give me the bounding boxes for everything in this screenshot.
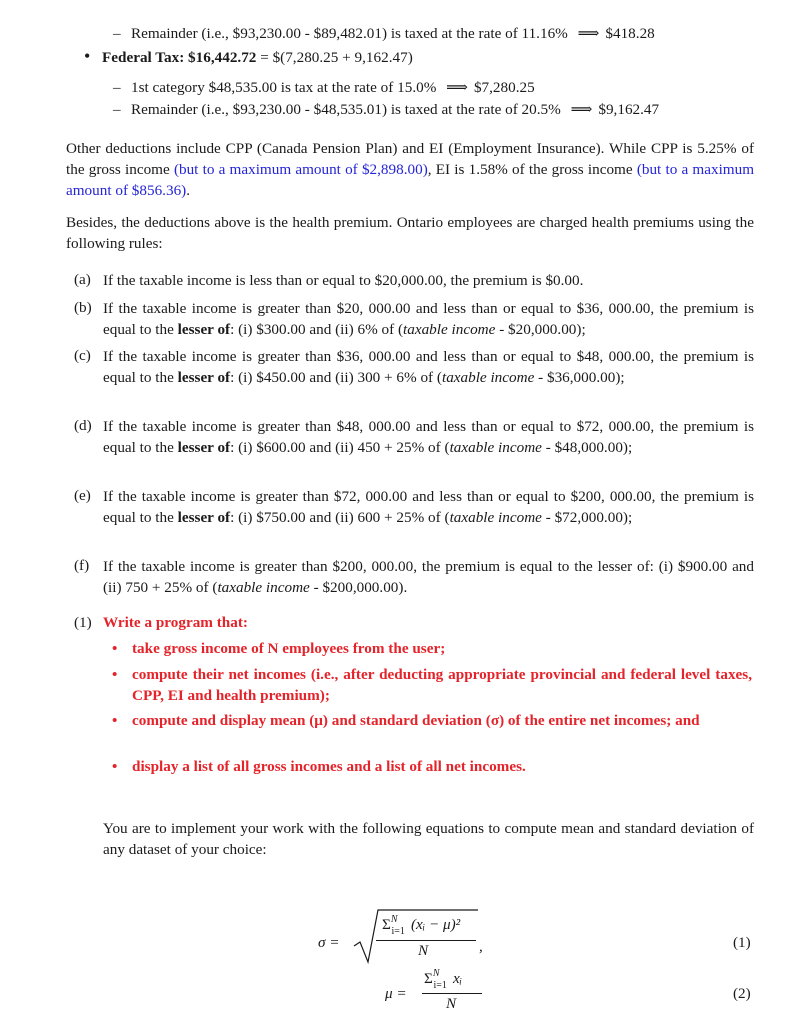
rule-c: If the taxable income is greater than $36, 000.00 and less than or equal to $48, 000.00, the premium is equal to the lesser of: (i) $450.00 and (ii) 300 + 6% of (taxable income - $36,000.00); — [103, 348, 754, 386]
federal-tax-line: • Federal Tax: $16,442.72 = $(7,280.25 + 9,162.47) — [84, 46, 413, 66]
task-label: (1) — [74, 614, 92, 631]
task-bullet: • compute and display mean (μ) and standard deviation (σ) of the entire net incomes; and — [112, 712, 700, 729]
rule-b: If the taxable income is greater than $20, 000.00 and less than or equal to $36, 000.00, the premium is equal to the lesser of: (i) $300.00 and (ii) 6% of (taxable income - $20,000.00); — [103, 300, 754, 338]
task-bullet: • compute their net incomes (i.e., after deducting appropriate provincial and federal level taxes, CPP, EI and health premium); — [112, 666, 752, 704]
sqrt-symbol — [352, 906, 482, 964]
rule-e: If the taxable income is greater than $72, 000.00 and less than or equal to $200, 000.00, the premium is equal to the lesser of: (i) $750.00 and (ii) 600 + 25% of (taxable income - $72,000.00); — [103, 488, 754, 526]
task-bullet: • take gross income of N employees from the user; — [112, 640, 446, 657]
deductions-paragraph: Other deductions include CPP (Canada Pension Plan) and EI (Employment Insurance). While CPP is 5.25% of the gross income (but to a maximum amount of $2,898.00), EI is 1.58% of the gross income (but to a maximum amount of $856.36). — [66, 140, 755, 199]
rule-f: If the taxable income is greater than $200, 000.00, the premium is equal to the lesser of: (i) $900.00 and (ii) 750 + 25% of (taxable income - $200,000.00). — [103, 558, 754, 596]
health-premium-intro: Besides, the deductions above is the health premium. Ontario employees are charged health premiums using the following rules: — [66, 214, 754, 252]
provincial-remainder-line: – Remainder (i.e., $93,230.00 - $89,482.01) is taxed at the rate of 11.16% ⟹ $418.28 — [113, 25, 655, 42]
federal-first-category-line: – 1st category $48,535.00 is tax at the rate of 15.0% ⟹ $7,280.25 — [113, 79, 535, 96]
rule-label: (c) — [74, 347, 91, 364]
equation-number-1: (1) — [733, 934, 751, 951]
equations-intro: You are to implement your work with the following equations to compute mean and standard deviation of any dataset of your choice: — [103, 820, 754, 858]
cpp-maximum-note: (but to a maximum amount of $2,898.00) — [173, 161, 428, 178]
rule-a: If the taxable income is less than or equal to $20,000.00, the premium is $0.00. — [103, 272, 584, 289]
task-title: Write a program that: — [103, 614, 248, 631]
rule-label: (e) — [74, 487, 91, 504]
task-bullet: • display a list of all gross incomes and a list of all net incomes. — [112, 758, 526, 775]
rule-d: If the taxable income is greater than $48, 000.00 and less than or equal to $72, 000.00, the premium is equal to the lesser of: (i) $600.00 and (ii) 450 + 25% of (taxable income - $48,000.00); — [103, 418, 754, 456]
document-page: – Remainder (i.e., $93,230.00 - $89,482.01) is taxed at the rate of 11.16% ⟹ $418.28 • Federal Tax: $16,442.72 = $(7,280.25 + 9,162.47) – 1st category $48,535.00 is tax at the rate of 15.0% ⟹ $7,280.25 – Remainder (i.e., $93,230.00 - $48,535.01) is taxed at the rate of 20.5% ⟹ $9,162.47 Other deductions include CPP (Canada Pension Plan) and EI (Employment Insurance). While CPP is 5.25% of the gross income (but to a maximum amount of $2,898.00), EI is 1.58% of the gross income (but to a maximum amount of $856.36). Besides, the deductions above is the health premium. Ontario employees are charged health premiums using the following rules: (a) If the taxable income is less than or equal to $20,000.00, the premium is $0.00. (b) If the taxable income is greater than $20, 000.00 and less than or equal to $36, 000.00, the premium is equal to the lesser of: (i) $300.00 and (ii) 6% of (taxable income - $20,000.00); (c) If the taxable income is greater than $36, 000.00 and less than or equal to $48, 000.00, the premium is equal to the lesser of: (i) $450.00 and (ii) 300 + 6% of (taxable income - $36,000.00); (d) If the taxable income is greater than $48, 000.00 and less than or equal to $72, 000.00, the premium is equal to the lesser of: (i) $600.00 and (ii) 450 + 25% of (taxable income - $48,000.00); (e) If the taxable income is greater than $72, 000.00 and less than or equal to $200, 000.00, the premium is equal to the lesser of: (i) $750.00 and (ii) 600 + 25% of (taxable income - $72,000.00); (f) If the taxable income is greater than $200, 000.00, the premium is equal to the lesser of: (i) $900.00 and (ii) 750 + 25% of (taxable income - $200,000.00). (1) Write a program that: • take gross income of N employees from the user; • compute their net incomes (i.e., after deducting appropriate provincial and federal level taxes, CPP, EI and health premium); • compute and display mean (μ) and standard deviation (σ) of the entire net incomes; and • display a list of all gross incomes and a list of all net incomes. You are to implement your work with the following equations to compute mean and standard deviation of any dataset of your choice: σ = $\Sigma^N_{i=1}$ (xᵢ − μ)² N , (1) μ = $\Sigma^N_{i=1}$ xᵢ N (2) — [66, 25, 755, 1012]
rule-label: (f) — [74, 557, 90, 574]
rule-label: (a) — [74, 271, 91, 288]
ei-maximum-note: (but to a maximum amount of $856.36) — [66, 161, 755, 199]
rule-label: (d) — [74, 417, 92, 434]
equation-number-2: (2) — [733, 985, 751, 1002]
rule-label: (b) — [74, 299, 92, 316]
federal-remainder-line: – Remainder (i.e., $93,230.00 - $48,535.01) is taxed at the rate of 20.5% ⟹ $9,162.47 — [113, 101, 660, 118]
